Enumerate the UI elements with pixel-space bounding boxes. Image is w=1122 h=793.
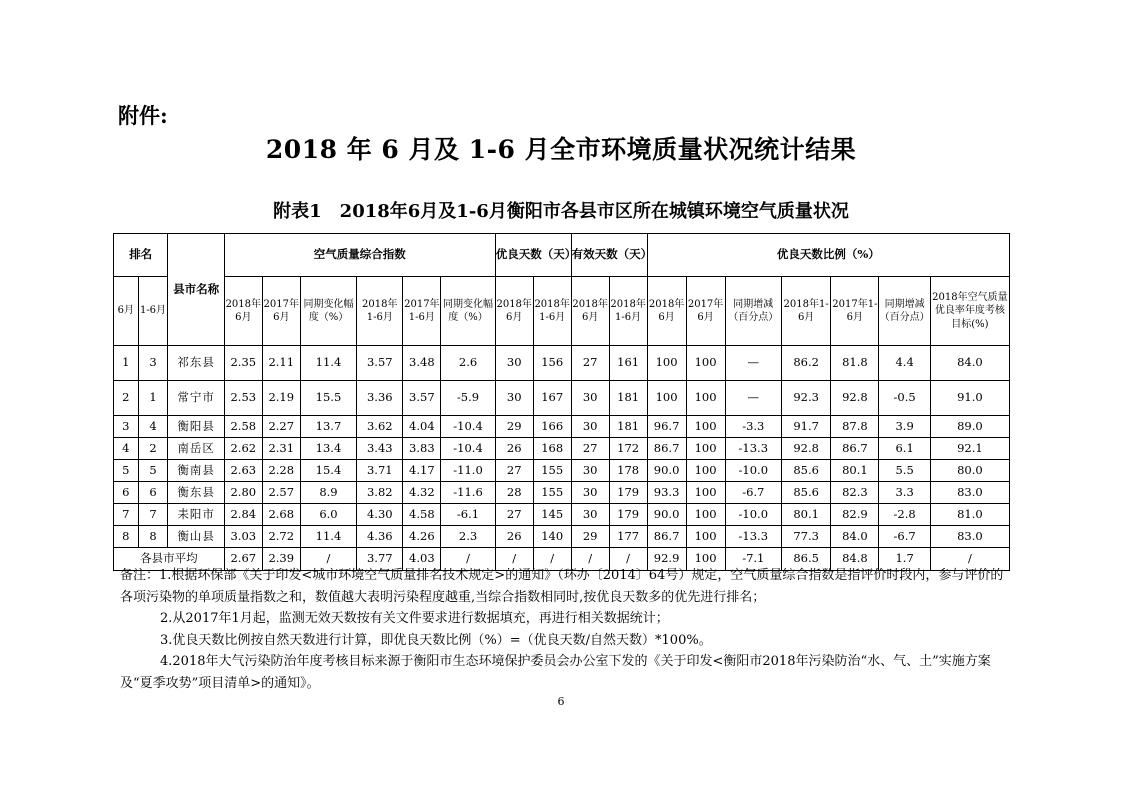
note-1: 备注：1.根据环保部《关于印发<城市环境空气质量排名技术规定>的通知》（环办〔2014〕64号）规定，空气质量综合指数是指评价时段内，参与评价的各项污染物的单项质量指数之和，数值越大表明污染程度越重,当综合指数相同时,按优良天数多的优先进行排名；	[120, 568, 1004, 605]
aqi-change-jun-header: 同期变化幅度（%）	[300, 277, 356, 346]
table-cell: 100	[686, 504, 725, 526]
ratio-change-h1-header: 同期增减（百分点）	[879, 277, 930, 346]
table-cell: 100	[686, 346, 725, 381]
table-cell: 100	[686, 548, 725, 571]
table-cell: 3	[138, 346, 168, 381]
county-name-cell: 祁东县	[168, 346, 224, 381]
aqi-2017-h1-header: 2017年1-6月	[403, 277, 441, 346]
table-cell: 172	[609, 438, 647, 460]
table-cell: 3.82	[357, 482, 403, 504]
table-cell: 4.4	[879, 346, 930, 381]
aqi-2018-jun-header: 2018年6月	[224, 277, 262, 346]
table-cell: -3.3	[725, 416, 781, 438]
table-cell: 1.7	[879, 548, 930, 571]
table-cell: 179	[609, 504, 647, 526]
table-cell: 3.62	[357, 416, 403, 438]
table-cell: 29	[495, 416, 533, 438]
table-cell: 80.1	[782, 504, 831, 526]
table-cell: 177	[609, 526, 647, 548]
table-cell: 7	[138, 504, 168, 526]
table-cell: 84.8	[831, 548, 879, 571]
target-header: 2018年空气质量优良率年度考核目标(%)	[930, 277, 1009, 346]
table-cell: 30	[495, 346, 533, 381]
table-cell: 6.1	[879, 438, 930, 460]
table-row	[114, 482, 1010, 504]
table-cell: 11.4	[300, 346, 356, 381]
table-cell: 4.32	[403, 482, 441, 504]
table-cell: 92.8	[782, 438, 831, 460]
table-cell: 85.6	[782, 482, 831, 504]
table-cell: 29	[571, 526, 609, 548]
table-cell: 4.04	[403, 416, 441, 438]
aqi-2018-h1-header: 2018年1-6月	[357, 277, 403, 346]
table-cell: 92.9	[647, 548, 686, 571]
table-cell: 2.27	[262, 416, 300, 438]
table-row	[114, 346, 1010, 381]
table-cell: 1	[138, 381, 168, 416]
table-cell: -5.9	[441, 381, 495, 416]
table-cell: 2.6	[441, 346, 495, 381]
table-cell: 86.7	[831, 438, 879, 460]
attachment-label: 附件:	[118, 103, 168, 128]
table-row	[114, 526, 1010, 548]
table-cell: -13.3	[725, 438, 781, 460]
county-name-cell: 衡山县	[168, 526, 224, 548]
table-cell: 6	[114, 482, 139, 504]
table-cell: 4.36	[357, 526, 403, 548]
table-cell: 92.8	[831, 381, 879, 416]
table-cell: /	[533, 548, 571, 571]
table-cell: 155	[533, 460, 571, 482]
table-cell: 30	[571, 416, 609, 438]
table-cell: 100	[686, 526, 725, 548]
county-header: 县市名称	[168, 234, 224, 346]
table-cell: -11.6	[441, 482, 495, 504]
table-cell: 26	[495, 526, 533, 548]
rank-header: 排名	[114, 234, 168, 277]
ratio-2017-h1-header: 2017年1-6月	[831, 277, 879, 346]
table-cell: 3.77	[357, 548, 403, 571]
table-cell: 179	[609, 482, 647, 504]
note-3: 3.优良天数比例按自然天数进行计算，即优良天数比例（%）=（优良天数/自然天数）*100%。	[160, 632, 712, 648]
aqi-change-h1-header: 同期变化幅度（%）	[441, 277, 495, 346]
table-cell: 2.68	[262, 504, 300, 526]
table-cell: 4	[114, 438, 139, 460]
table-cell: 77.3	[782, 526, 831, 548]
table-cell: 30	[495, 381, 533, 416]
table-cell: 4.58	[403, 504, 441, 526]
table-cell: 3.9	[879, 416, 930, 438]
table-cell: 85.6	[782, 460, 831, 482]
table-cell: 93.3	[647, 482, 686, 504]
table-cell: 100	[686, 482, 725, 504]
table-cell: -0.5	[879, 381, 930, 416]
table-cell: 2.84	[224, 504, 262, 526]
table-cell: 83.0	[930, 526, 1009, 548]
ratio-change-jun-header: 同期增减（百分点）	[725, 277, 781, 346]
note-2: 2.从2017年1月起，监测无效天数按有关文件要求进行数据填充，再进行相关数据统计；	[160, 611, 669, 626]
table-cell: 2.62	[224, 438, 262, 460]
table-cell: 15.4	[300, 460, 356, 482]
table-cell: 181	[609, 381, 647, 416]
county-name-cell: 南岳区	[168, 438, 224, 460]
table-cell: 166	[533, 416, 571, 438]
table-cell: -6.7	[725, 482, 781, 504]
table-cell: 28	[495, 482, 533, 504]
table-cell: 2.58	[224, 416, 262, 438]
table-cell: -13.3	[725, 526, 781, 548]
table-cell: 100	[686, 416, 725, 438]
table-cell: 2.35	[224, 346, 262, 381]
county-name-cell: 耒阳市	[168, 504, 224, 526]
good-days-header: 优良天数（天）	[495, 234, 571, 277]
table-cell: 5	[138, 460, 168, 482]
table-cell: -6.7	[879, 526, 930, 548]
aqi-group-header: 空气质量综合指数	[224, 234, 495, 277]
air-quality-table	[113, 233, 1010, 571]
table-row	[114, 381, 1010, 416]
table-row	[114, 460, 1010, 482]
table-cell: 8	[114, 526, 139, 548]
table-cell: 81.8	[831, 346, 879, 381]
table-cell: 各县市平均	[114, 548, 225, 571]
table-cell: 27	[495, 504, 533, 526]
table-cell: 15.5	[300, 381, 356, 416]
table-cell: 3.48	[403, 346, 441, 381]
table-cell: 5.5	[879, 460, 930, 482]
table-cell: -6.1	[441, 504, 495, 526]
table-cell: 2.63	[224, 460, 262, 482]
table-cell: 27	[571, 438, 609, 460]
table-cell: 100	[647, 381, 686, 416]
table-cell: 84.0	[930, 346, 1009, 381]
table-cell: 81.0	[930, 504, 1009, 526]
rank-jun-header: 6月	[114, 277, 139, 346]
table-cell: 2	[138, 438, 168, 460]
table-cell: 2.57	[262, 482, 300, 504]
table-cell: 3	[114, 416, 139, 438]
ratio-2017-jun-header: 2017年6月	[686, 277, 725, 346]
table-cell: 2.67	[224, 548, 262, 571]
county-name-cell: 衡南县	[168, 460, 224, 482]
table-cell: 2.28	[262, 460, 300, 482]
table-cell: 8	[138, 526, 168, 548]
table-cell: 4.03	[403, 548, 441, 571]
table-cell: 100	[686, 460, 725, 482]
table-cell: 96.7	[647, 416, 686, 438]
table-cell: 3.57	[403, 381, 441, 416]
table-cell: 27	[495, 460, 533, 482]
table-cell: 30	[571, 504, 609, 526]
table-cell: 90.0	[647, 460, 686, 482]
table-cell: 3.71	[357, 460, 403, 482]
table-cell: 82.3	[831, 482, 879, 504]
table-cell: 30	[571, 381, 609, 416]
table-cell: 2.53	[224, 381, 262, 416]
table-cell: 167	[533, 381, 571, 416]
table-cell: 4.17	[403, 460, 441, 482]
valid-2018-h1-header: 2018年1-6月	[609, 277, 647, 346]
table-cell: 100	[686, 381, 725, 416]
table-cell: 8.9	[300, 482, 356, 504]
table-cell: 2.80	[224, 482, 262, 504]
table-cell: 91.7	[782, 416, 831, 438]
table-cell: /	[495, 548, 533, 571]
table-cell: 86.5	[782, 548, 831, 571]
table-cell: 30	[571, 460, 609, 482]
table-cell: 11.4	[300, 526, 356, 548]
good-2018-h1-header: 2018年1-6月	[533, 277, 571, 346]
page-number: 6	[557, 695, 565, 708]
table-cell: 13.4	[300, 438, 356, 460]
aqi-2017-jun-header: 2017年6月	[262, 277, 300, 346]
table-cell: 3.43	[357, 438, 403, 460]
table-cell: 13.7	[300, 416, 356, 438]
table-cell: 90.0	[647, 504, 686, 526]
table-cell: —	[725, 381, 781, 416]
table-cell: 2.39	[262, 548, 300, 571]
table-cell: -10.0	[725, 460, 781, 482]
table-row	[114, 416, 1010, 438]
notes-section	[120, 565, 1010, 694]
table-cell: 140	[533, 526, 571, 548]
table-cell: 168	[533, 438, 571, 460]
valid-days-header: 有效天数（天）	[571, 234, 647, 277]
table-cell: 145	[533, 504, 571, 526]
county-name-cell: 衡东县	[168, 482, 224, 504]
table-title: 附表1 2018年6月及1-6月衡阳市各县市区所在城镇环境空气质量状况	[273, 201, 849, 222]
table-cell: 4.30	[357, 504, 403, 526]
valid-2018-jun-header: 2018年6月	[571, 277, 609, 346]
table-cell: -11.0	[441, 460, 495, 482]
table-cell: 27	[571, 346, 609, 381]
table-cell: 7	[114, 504, 139, 526]
table-cell: 100	[686, 438, 725, 460]
table-cell: 3.03	[224, 526, 262, 548]
table-cell: 6.0	[300, 504, 356, 526]
table-cell: -2.8	[879, 504, 930, 526]
table-cell: 89.0	[930, 416, 1009, 438]
table-cell: 92.3	[782, 381, 831, 416]
table-cell: 156	[533, 346, 571, 381]
table-cell: 26	[495, 438, 533, 460]
ratio-2018-jun-header: 2018年6月	[647, 277, 686, 346]
table-cell: 155	[533, 482, 571, 504]
table-cell: /	[441, 548, 495, 571]
table-cell: 2.19	[262, 381, 300, 416]
table-cell: 3.36	[357, 381, 403, 416]
table-cell: -10.4	[441, 438, 495, 460]
table-cell: 86.2	[782, 346, 831, 381]
table-cell: /	[609, 548, 647, 571]
table-cell: 3.83	[403, 438, 441, 460]
table-cell: 80.1	[831, 460, 879, 482]
table-cell: 3.57	[357, 346, 403, 381]
table-cell: /	[930, 548, 1009, 571]
table-cell: 30	[571, 482, 609, 504]
table-cell: 2.72	[262, 526, 300, 548]
table-cell: 83.0	[930, 482, 1009, 504]
county-name-cell: 常宁市	[168, 381, 224, 416]
table-row	[114, 504, 1010, 526]
note-4: 4.2018年大气污染防治年度考核目标来源于衡阳市生态环境保护委员会办公室下发的《关于印发<衡阳市2018年污染防治“水、气、土”实施方案及“夏季攻势”项目清单>的通知》。	[120, 654, 991, 691]
table-cell: 82.9	[831, 504, 879, 526]
table-cell: 3.3	[879, 482, 930, 504]
table-cell: 87.8	[831, 416, 879, 438]
rank-h1-header: 1-6月	[138, 277, 168, 346]
table-row	[114, 438, 1010, 460]
table-cell: 100	[647, 346, 686, 381]
table-cell: -10.4	[441, 416, 495, 438]
table-cell: 4.26	[403, 526, 441, 548]
table-cell: 5	[114, 460, 139, 482]
table-cell: -7.1	[725, 548, 781, 571]
table-cell: 80.0	[930, 460, 1009, 482]
table-cell: 2.31	[262, 438, 300, 460]
table-cell: 181	[609, 416, 647, 438]
table-cell: —	[725, 346, 781, 381]
table-cell: /	[300, 548, 356, 571]
table-cell: 2.11	[262, 346, 300, 381]
table-cell: 178	[609, 460, 647, 482]
table-cell: 92.1	[930, 438, 1009, 460]
table-cell: 84.0	[831, 526, 879, 548]
table-cell: 4	[138, 416, 168, 438]
ratio-group-header: 优良天数比例（%）	[647, 234, 1009, 277]
county-name-cell: 衡阳县	[168, 416, 224, 438]
table-cell: 2.3	[441, 526, 495, 548]
table-cell: 6	[138, 482, 168, 504]
table-cell: 86.7	[647, 438, 686, 460]
table-cell: -10.0	[725, 504, 781, 526]
table-cell: 1	[114, 346, 139, 381]
ratio-2018-h1-header: 2018年1-6月	[782, 277, 831, 346]
table-cell: 2	[114, 381, 139, 416]
document-title: 2018 年 6 月及 1-6 月全市环境质量状况统计结果	[265, 135, 857, 164]
table-cell: 86.7	[647, 526, 686, 548]
good-2018-jun-header: 2018年6月	[495, 277, 533, 346]
table-cell: 161	[609, 346, 647, 381]
table-cell: /	[571, 548, 609, 571]
table-cell: 91.0	[930, 381, 1009, 416]
